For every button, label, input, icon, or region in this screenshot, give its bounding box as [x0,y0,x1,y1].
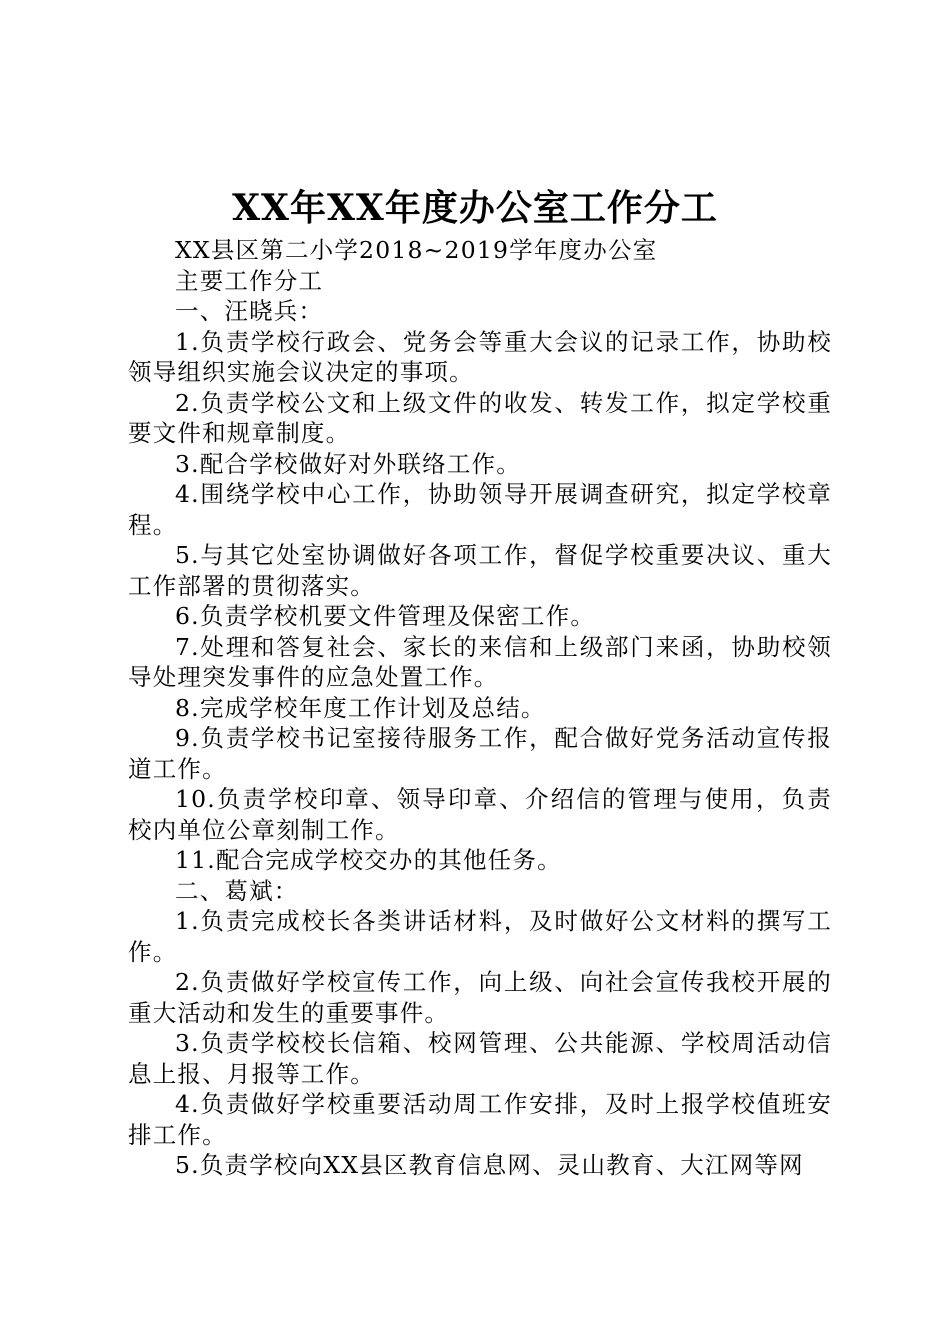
subheader-line: 主要工作分工 [175,266,324,295]
list-item: 3.配合学校做好对外联络工作。 [175,449,521,478]
document-title: XX年XX年度办公室工作分工 [232,187,718,229]
list-item: 9.负责学校书记室接待服务工作，配合做好党务活动宣传报道工作。 [128,724,832,783]
list-item: 1.负责学校行政会、党务会等重大会议的记录工作，协助校领导组织实施会议决定的事项。 [128,327,832,386]
list-item: 2.负责做好学校宣传工作，向上级、向社会宣传我校开展的重大活动和发生的重要事件。 [128,968,832,1027]
list-item: 8.完成学校年度工作计划及总结。 [175,693,546,722]
header-line: XX县区第二小学2018~2019学年度办公室 [175,236,658,264]
list-item: 11.配合完成学校交办的其他任务。 [175,846,562,874]
list-item: 5.负责学校向XX县区教育信息网、灵山教育、大江网等网 [175,1151,804,1179]
list-item: 10.负责学校印章、领导印章、介绍信的管理与使用，负责校内单位公章刻制工作。 [128,785,832,844]
list-item: 6.负责学校机要文件管理及保密工作。 [175,602,596,630]
section-heading-2: 二、葛斌： [175,876,299,905]
list-item: 4.围绕学校中心工作，协助领导开展调查研究，拟定学校章程。 [128,480,832,539]
section-heading-1: 一、汪晓兵： [175,297,324,325]
list-item: 2.负责学校公文和上级文件的收发、转发工作，拟定学校重要文件和规章制度。 [128,388,832,447]
list-item: 1.负责完成校长各类讲话材料，及时做好公文材料的撰写工作。 [128,907,832,966]
document-body [128,235,832,1181]
list-item: 7.处理和答复社会、家长的来信和上级部门来函，协助校领导处理突发事件的应急处置工作。 [128,632,832,691]
list-item: 3.负责学校校长信箱、校网管理、公共能源、学校周活动信息上报、月报等工作。 [128,1029,832,1088]
list-item: 4.负责做好学校重要活动周工作安排，及时上报学校值班安排工作。 [128,1090,832,1149]
list-item: 5.与其它处室协调做好各项工作，督促学校重要决议、重大工作部署的贯彻落实。 [128,541,832,600]
